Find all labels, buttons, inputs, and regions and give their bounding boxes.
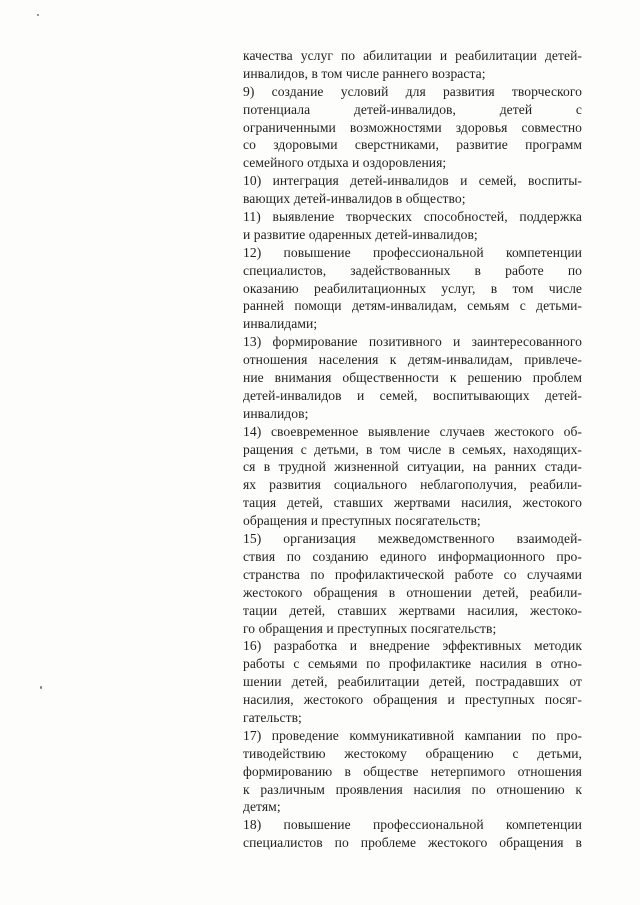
document-line: отношения населения к детям-инвалидам, привлече- bbox=[243, 352, 582, 368]
document-line: 9) создание условий для развития творческого bbox=[243, 83, 582, 99]
document-line: 17) проведение коммуникативной кампании по про- bbox=[243, 727, 582, 743]
document-line: 11) выявление творческих способностей, поддержка bbox=[243, 209, 582, 225]
document-line: насилия, жестокого обращения и преступных посяг- bbox=[243, 692, 582, 708]
document-line: 15) организация межведомственного взаимодей- bbox=[243, 531, 582, 547]
document-line: ранней помощи детям-инвалидам, семьям с детьми- bbox=[243, 298, 582, 314]
document-line: семейного отдыха и оздоровления; bbox=[243, 155, 447, 171]
document-line: к различным проявления насилия по отношению к bbox=[243, 781, 582, 797]
document-line: ращения с детьми, в том числе в семьях, находящих- bbox=[243, 441, 582, 457]
document-line: ся в трудной жизненной ситуации, на ранних стади- bbox=[243, 459, 582, 475]
document-line: и развитие одаренных детей-инвалидов; bbox=[243, 226, 478, 242]
document-line: ние внимания общественности к решению проблем bbox=[243, 370, 582, 386]
document-line: тиводействию жестокому обращению с детьми, bbox=[243, 745, 582, 761]
document-line: жестокого обращения в отношении детей, реабили- bbox=[243, 584, 582, 600]
document-line: инвалидов, в том числе раннего возраста; bbox=[243, 65, 486, 81]
document-line: вающих детей-инвалидов в общество; bbox=[243, 191, 466, 207]
document-body-text bbox=[243, 47, 582, 852]
document-line: специалистов по проблеме жестокого обращения в bbox=[243, 835, 582, 851]
document-line: 18) повышение профессиональной компетенции bbox=[243, 817, 582, 833]
document-line: детей-инвалидов и семей, воспитывающих детей- bbox=[243, 387, 582, 403]
document-line: 12) повышение профессиональной компетенции bbox=[243, 244, 582, 260]
document-line: ях развития социального неблагополучия, реабили- bbox=[243, 477, 582, 493]
document-line: тация детей, ставших жертвами насилия, жестокого bbox=[243, 495, 582, 511]
document-line: шении детей, реабилитации детей, пострадавших от bbox=[243, 674, 582, 690]
document-line: оказанию реабилитационных услуг, в том числе bbox=[243, 280, 582, 296]
document-line: тации детей, ставших жертвами насилия, жестоко- bbox=[243, 602, 582, 618]
document-line: инвалидами; bbox=[243, 316, 318, 332]
document-line: со здоровыми сверстниками, развитие программ bbox=[243, 137, 582, 153]
scan-speck bbox=[40, 686, 42, 689]
document-line: работы с семьями по профилактике насилия в отно- bbox=[243, 656, 582, 672]
document-line: гательств; bbox=[243, 709, 302, 725]
document-line: детям; bbox=[243, 799, 281, 815]
document-line: качества услуг по абилитации и реабилитации детей- bbox=[243, 48, 582, 63]
document-line: ствия по созданию единого информационного про- bbox=[243, 548, 582, 564]
document-line: го обращения и преступных посягательств; bbox=[243, 620, 497, 636]
document-line: потенциала детей-инвалидов, детей с bbox=[243, 101, 582, 117]
document-line: инвалидов; bbox=[243, 405, 309, 421]
document-line: 13) формирование позитивного и заинтересованного bbox=[243, 334, 582, 350]
document-line: 14) своевременное выявление случаев жестокого об- bbox=[243, 423, 582, 439]
document-line: 16) разработка и внедрение эффективных методик bbox=[243, 638, 582, 654]
document-line: 10) интеграция детей-инвалидов и семей, воспиты- bbox=[243, 173, 582, 189]
document-line: формированию в обществе нетерпимого отношения bbox=[243, 763, 582, 779]
document-line: обращения и преступных посягательств; bbox=[243, 513, 481, 529]
document-line: ограниченными возможностями здоровья совместно bbox=[243, 119, 582, 135]
document-line: специалистов, задействованных в работе по bbox=[243, 262, 582, 278]
document-line: странства по профилактической работе со случаями bbox=[243, 566, 582, 582]
scan-speck bbox=[37, 14, 39, 16]
